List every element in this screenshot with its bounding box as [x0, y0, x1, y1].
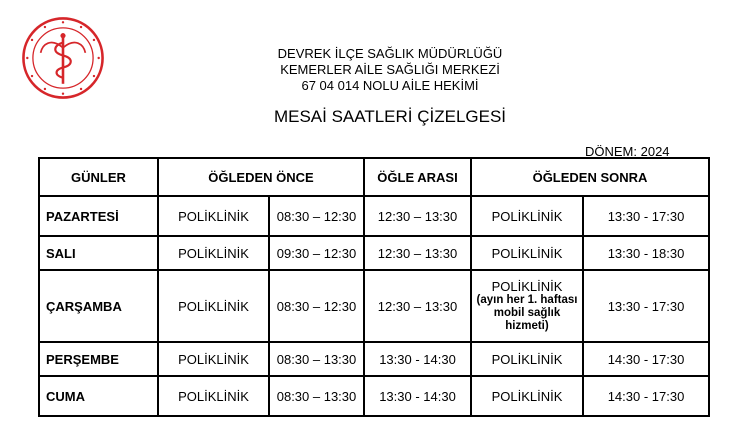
table-row: [39, 196, 709, 236]
col-header-lunch: ÖĞLE ARASI: [364, 158, 471, 196]
col-header-morning: ÖĞLEDEN ÖNCE: [158, 158, 364, 196]
day-cell: ÇARŞAMBA: [39, 270, 158, 342]
pm-activity-cell: POLİKLİNİK: [471, 376, 583, 416]
table-row: [39, 270, 709, 342]
period-label: DÖNEM: 2024: [585, 144, 670, 159]
pm-activity-cell: [471, 270, 583, 342]
pm-hours-cell: 13:30 - 18:30: [583, 236, 709, 270]
am-hours-cell: 09:30 – 12:30: [269, 236, 364, 270]
pm-hours-cell: 13:30 - 17:30: [583, 270, 709, 342]
ministry-seal-logo: [20, 15, 106, 101]
am-activity-cell: POLİKLİNİK: [158, 196, 269, 236]
lunch-hours-cell: 13:30 - 14:30: [364, 342, 471, 376]
pm-hours-cell: 14:30 - 17:30: [583, 376, 709, 416]
pm-activity-cell: POLİKLİNİK: [471, 342, 583, 376]
am-activity-cell: POLİKLİNİK: [158, 270, 269, 342]
working-hours-table: [38, 157, 710, 417]
day-cell: PERŞEMBE: [39, 342, 158, 376]
pm-activity-cell: POLİKLİNİK: [471, 196, 583, 236]
lunch-hours-cell: 13:30 - 14:30: [364, 376, 471, 416]
pm-hours-cell: 14:30 - 17:30: [583, 342, 709, 376]
pm-activity-label: POLİKLİNİK: [491, 279, 563, 294]
am-activity-cell: POLİKLİNİK: [158, 342, 269, 376]
pm-activity-cell: POLİKLİNİK: [471, 236, 583, 270]
directorate-name: DEVREK İLÇE SAĞLIK MÜDÜRLÜĞÜ: [277, 46, 503, 61]
am-hours-cell: 08:30 – 13:30: [269, 376, 364, 416]
am-activity-cell: POLİKLİNİK: [158, 236, 269, 270]
table-header-row: [39, 158, 709, 196]
mobile-service-note: (ayın her 1. haftası mobil sağlık hizmeti): [476, 294, 578, 332]
family-physician-unit: 67 04 014 NOLU AİLE HEKİMİ: [301, 78, 479, 93]
day-cell: CUMA: [39, 376, 158, 416]
am-activity-cell: POLİKLİNİK: [158, 376, 269, 416]
col-header-days: GÜNLER: [39, 158, 158, 196]
am-hours-cell: 08:30 – 13:30: [269, 342, 364, 376]
day-cell: PAZARTESİ: [39, 196, 158, 236]
pm-hours-cell: 13:30 - 17:30: [583, 196, 709, 236]
lunch-hours-cell: 12:30 – 13:30: [364, 270, 471, 342]
health-center-name: KEMERLER AİLE SAĞLIĞI MERKEZİ: [280, 62, 500, 77]
table-row: [39, 376, 709, 416]
table-row: [39, 236, 709, 270]
am-hours-cell: 08:30 – 12:30: [269, 270, 364, 342]
table-row: [39, 342, 709, 376]
lunch-hours-cell: 12:30 – 13:30: [364, 196, 471, 236]
day-cell: SALI: [39, 236, 158, 270]
page-title: MESAİ SAATLERİ ÇİZELGESİ: [273, 107, 507, 126]
col-header-afternoon: ÖĞLEDEN SONRA: [471, 158, 709, 196]
am-hours-cell: 08:30 – 12:30: [269, 196, 364, 236]
lunch-hours-cell: 12:30 – 13:30: [364, 236, 471, 270]
